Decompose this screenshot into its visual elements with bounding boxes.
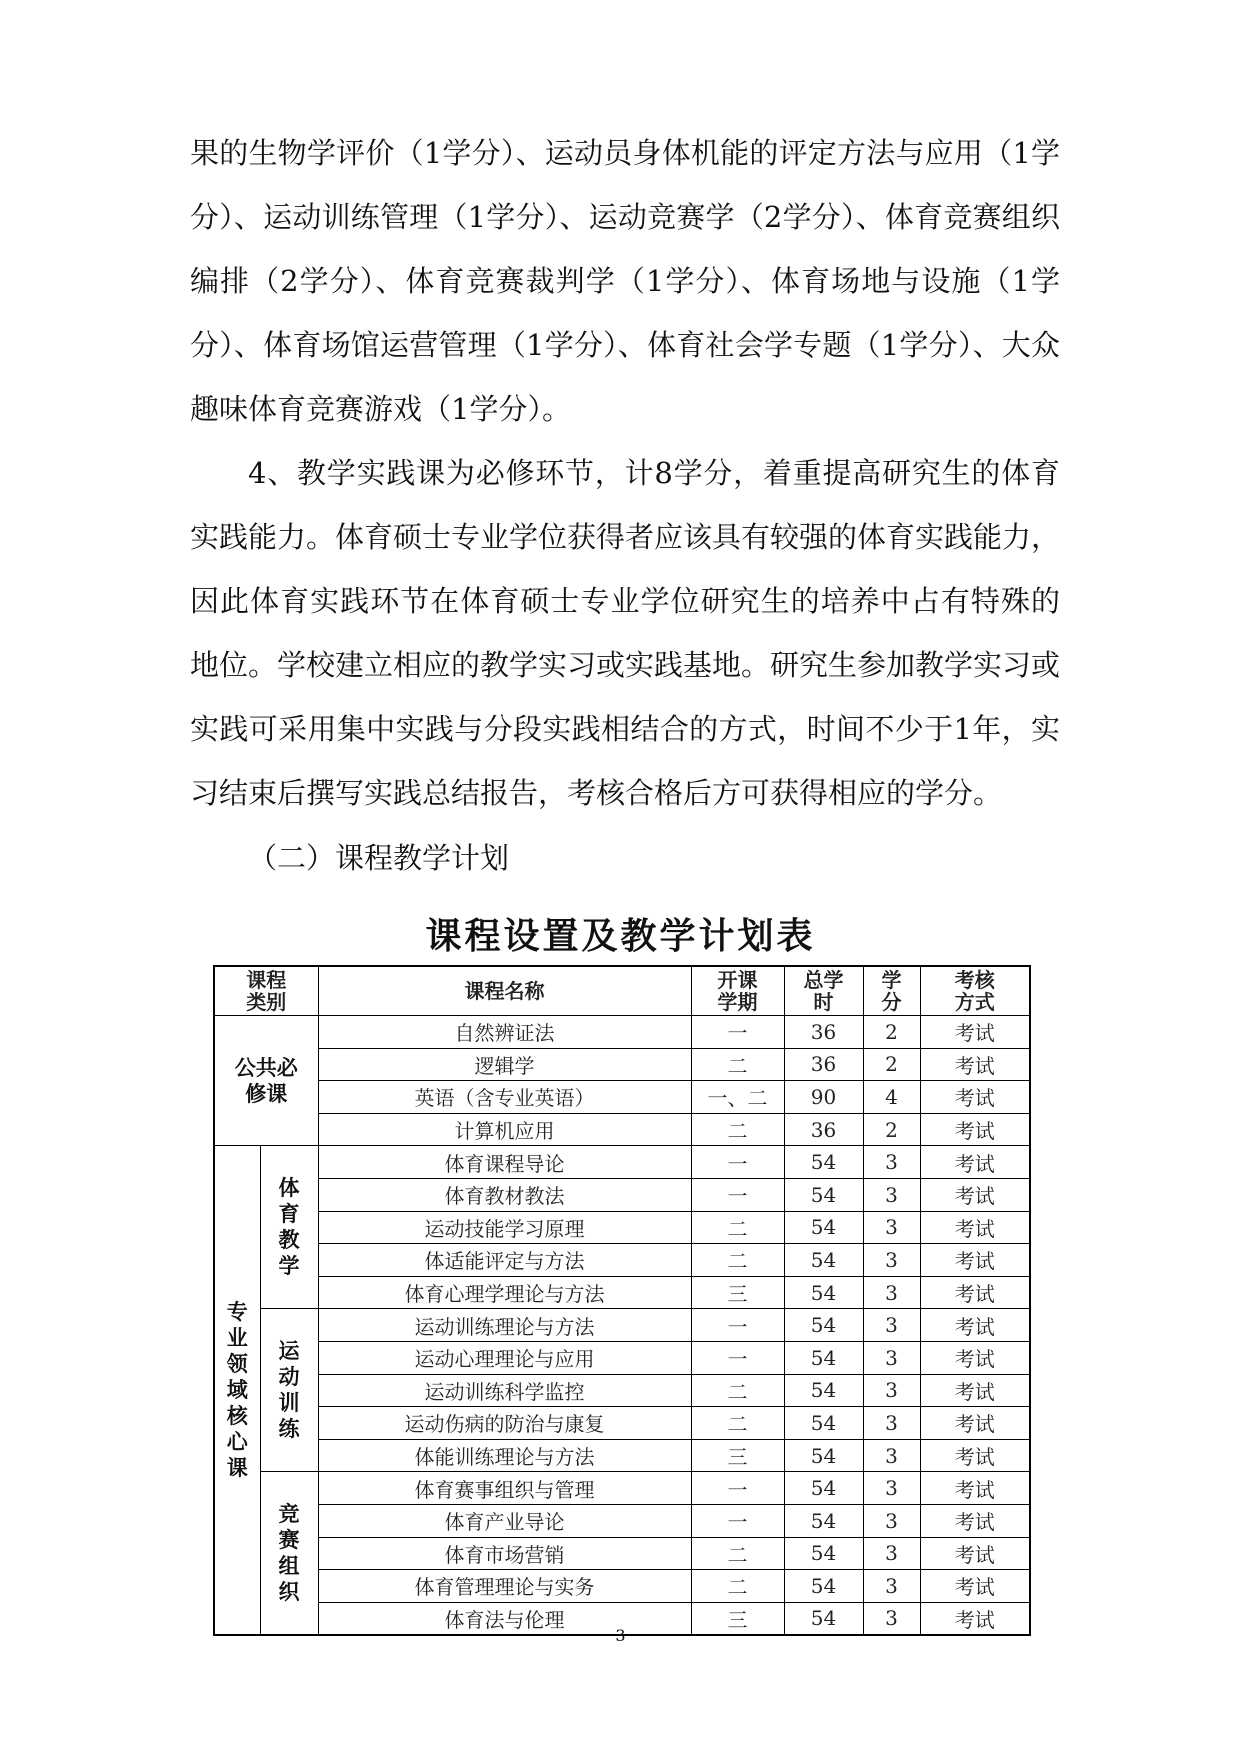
cell-assessment: 考试 [920, 1178, 1030, 1211]
cell-credits: 3 [863, 1407, 920, 1440]
cell-hours: 54 [784, 1276, 863, 1309]
cell-assessment: 考试 [920, 1472, 1030, 1505]
page-number: 3 [615, 1626, 626, 1645]
cell-assessment: 考试 [920, 1504, 1030, 1537]
cell-name: 计算机应用 [318, 1113, 691, 1146]
cell-credits: 3 [863, 1472, 920, 1505]
cell-name: 体育法与伦理 [318, 1602, 691, 1635]
table-row [214, 1081, 1030, 1114]
table-row [214, 1570, 1030, 1603]
cell-name: 体育教材教法 [318, 1178, 691, 1211]
cell-semester: 一 [691, 1146, 784, 1179]
cell-semester: 三 [691, 1276, 784, 1309]
cell-semester: 二 [691, 1048, 784, 1081]
table-row [214, 1244, 1030, 1277]
cell-hours: 54 [784, 1244, 863, 1277]
cell-semester: 一 [691, 1472, 784, 1505]
cell-semester: 三 [691, 1602, 784, 1635]
cell-credits: 3 [863, 1537, 920, 1570]
cell-name: 体育产业导论 [318, 1504, 691, 1537]
cell-assessment: 考试 [920, 1113, 1030, 1146]
cell-name: 体育市场营销 [318, 1537, 691, 1570]
cell-assessment: 考试 [920, 1407, 1030, 1440]
body-line: 习结束后撰写实践总结报告，考核合格后方可获得相应的学分。 [190, 776, 1003, 810]
cell-name: 运动训练科学监控 [318, 1374, 691, 1407]
header-assessment: 考核方式 [920, 966, 1030, 1016]
table-row [214, 1439, 1030, 1472]
cell-hours: 54 [784, 1570, 863, 1603]
body-line: 趣味体育竞赛游戏（1学分）。 [190, 392, 571, 426]
table-row [214, 1113, 1030, 1146]
cell-name: 英语（含专业英语） [318, 1081, 691, 1114]
cell-hours: 54 [784, 1374, 863, 1407]
cell-assessment: 考试 [920, 1341, 1030, 1374]
cell-name: 逻辑学 [318, 1048, 691, 1081]
cell-credits: 3 [863, 1276, 920, 1309]
table-header-row [214, 966, 1030, 1016]
cell-name: 运动训练理论与方法 [318, 1309, 691, 1342]
cell-name: 运动心理理论与应用 [318, 1341, 691, 1374]
cell-credits: 3 [863, 1602, 920, 1635]
header-credits: 学分 [863, 966, 920, 1016]
cell-assessment: 考试 [920, 1374, 1030, 1407]
category-core: 专业领域核心课 [214, 1146, 260, 1635]
body-line: 编排（2学分）、体育竞赛裁判学（1学分）、体育场地与设施（1学 [190, 264, 1060, 298]
cell-hours: 54 [784, 1146, 863, 1179]
cell-name: 体育课程导论 [318, 1146, 691, 1179]
table-row [214, 1016, 1030, 1049]
cell-assessment: 考试 [920, 1309, 1030, 1342]
cell-hours: 54 [784, 1211, 863, 1244]
cell-hours: 36 [784, 1048, 863, 1081]
cell-assessment: 考试 [920, 1244, 1030, 1277]
cell-semester: 二 [691, 1374, 784, 1407]
cell-credits: 3 [863, 1341, 920, 1374]
cell-name: 运动伤病的防治与康复 [318, 1407, 691, 1440]
cell-credits: 2 [863, 1048, 920, 1081]
header-name: 课程名称 [318, 966, 691, 1016]
cell-hours: 54 [784, 1504, 863, 1537]
table-row [214, 1472, 1030, 1505]
cell-credits: 2 [863, 1113, 920, 1146]
cell-hours: 54 [784, 1602, 863, 1635]
cell-hours: 54 [784, 1407, 863, 1440]
table-row [214, 1048, 1030, 1081]
body-line: 地位。学校建立相应的教学实习或实践基地。研究生参加教学实习或 [190, 648, 1061, 682]
cell-semester: 二 [691, 1211, 784, 1244]
cell-semester: 一、二 [691, 1081, 784, 1114]
body-line: 果的生物学评价（1学分）、运动员身体机能的评定方法与应用（1学 [190, 136, 1060, 170]
header-semester: 开课学期 [691, 966, 784, 1016]
cell-hours: 54 [784, 1341, 863, 1374]
cell-hours: 36 [784, 1113, 863, 1146]
section-heading: （二）课程教学计划 [248, 841, 510, 875]
table-row [214, 1276, 1030, 1309]
table-row [214, 1146, 1030, 1179]
subcategory-pe-teaching: 体育教学 [260, 1146, 318, 1309]
cell-semester: 二 [691, 1113, 784, 1146]
table-row [214, 1341, 1030, 1374]
table-row [214, 1407, 1030, 1440]
cell-name: 体育管理理论与实务 [318, 1570, 691, 1603]
cell-assessment: 考试 [920, 1602, 1030, 1635]
category-public: 公共必修课 [214, 1016, 318, 1146]
table-row [214, 1537, 1030, 1570]
cell-assessment: 考试 [920, 1048, 1030, 1081]
cell-credits: 3 [863, 1244, 920, 1277]
cell-assessment: 考试 [920, 1276, 1030, 1309]
body-line: 分）、体育场馆运营管理（1学分）、体育社会学专题（1学分）、大众 [190, 328, 1060, 362]
body-line: 分）、运动训练管理（1学分）、运动竞赛学（2学分）、体育竞赛组织 [190, 200, 1060, 234]
course-plan-table [213, 965, 1031, 1636]
cell-name: 体育赛事组织与管理 [318, 1472, 691, 1505]
header-hours: 总学时 [784, 966, 863, 1016]
cell-hours: 36 [784, 1016, 863, 1049]
cell-credits: 3 [863, 1374, 920, 1407]
cell-hours: 90 [784, 1081, 863, 1114]
cell-assessment: 考试 [920, 1537, 1030, 1570]
cell-credits: 3 [863, 1178, 920, 1211]
cell-credits: 3 [863, 1504, 920, 1537]
cell-semester: 二 [691, 1407, 784, 1440]
table-row [214, 1211, 1030, 1244]
cell-semester: 一 [691, 1309, 784, 1342]
cell-credits: 3 [863, 1309, 920, 1342]
cell-assessment: 考试 [920, 1439, 1030, 1472]
cell-semester: 一 [691, 1504, 784, 1537]
cell-credits: 2 [863, 1016, 920, 1049]
subcategory-training: 运动训练 [260, 1309, 318, 1472]
cell-hours: 54 [784, 1472, 863, 1505]
cell-semester: 二 [691, 1570, 784, 1603]
cell-hours: 54 [784, 1537, 863, 1570]
cell-name: 自然辨证法 [318, 1016, 691, 1049]
cell-semester: 二 [691, 1244, 784, 1277]
cell-credits: 3 [863, 1211, 920, 1244]
cell-semester: 一 [691, 1016, 784, 1049]
subcategory-competition: 竞赛组织 [260, 1472, 318, 1635]
cell-credits: 4 [863, 1081, 920, 1114]
table-row [214, 1374, 1030, 1407]
body-line: 4、教学实践课为必修环节，计8学分，着重提高研究生的体育 [248, 456, 1060, 490]
cell-credits: 3 [863, 1146, 920, 1179]
cell-name: 体能训练理论与方法 [318, 1439, 691, 1472]
cell-assessment: 考试 [920, 1146, 1030, 1179]
header-category: 课程类别 [214, 966, 318, 1016]
table-row [214, 1504, 1030, 1537]
cell-credits: 3 [863, 1570, 920, 1603]
cell-semester: 二 [691, 1537, 784, 1570]
table-row [214, 1178, 1030, 1211]
cell-assessment: 考试 [920, 1016, 1030, 1049]
cell-hours: 54 [784, 1309, 863, 1342]
body-line: 实践能力。体育硕士专业学位获得者应该具有较强的体育实践能力， [190, 520, 1061, 554]
cell-semester: 三 [691, 1439, 784, 1472]
cell-semester: 一 [691, 1341, 784, 1374]
cell-assessment: 考试 [920, 1081, 1030, 1114]
cell-name: 体适能评定与方法 [318, 1244, 691, 1277]
table-title: 课程设置及教学计划表 [425, 916, 816, 957]
cell-hours: 54 [784, 1178, 863, 1211]
cell-name: 运动技能学习原理 [318, 1211, 691, 1244]
cell-hours: 54 [784, 1439, 863, 1472]
cell-assessment: 考试 [920, 1570, 1030, 1603]
body-line: 因此体育实践环节在体育硕士专业学位研究生的培养中占有特殊的 [190, 584, 1060, 618]
cell-assessment: 考试 [920, 1211, 1030, 1244]
cell-semester: 一 [691, 1178, 784, 1211]
cell-credits: 3 [863, 1439, 920, 1472]
cell-name: 体育心理学理论与方法 [318, 1276, 691, 1309]
table-row [214, 1309, 1030, 1342]
body-line: 实践可采用集中实践与分段实践相结合的方式，时间不少于1年，实 [190, 712, 1060, 746]
